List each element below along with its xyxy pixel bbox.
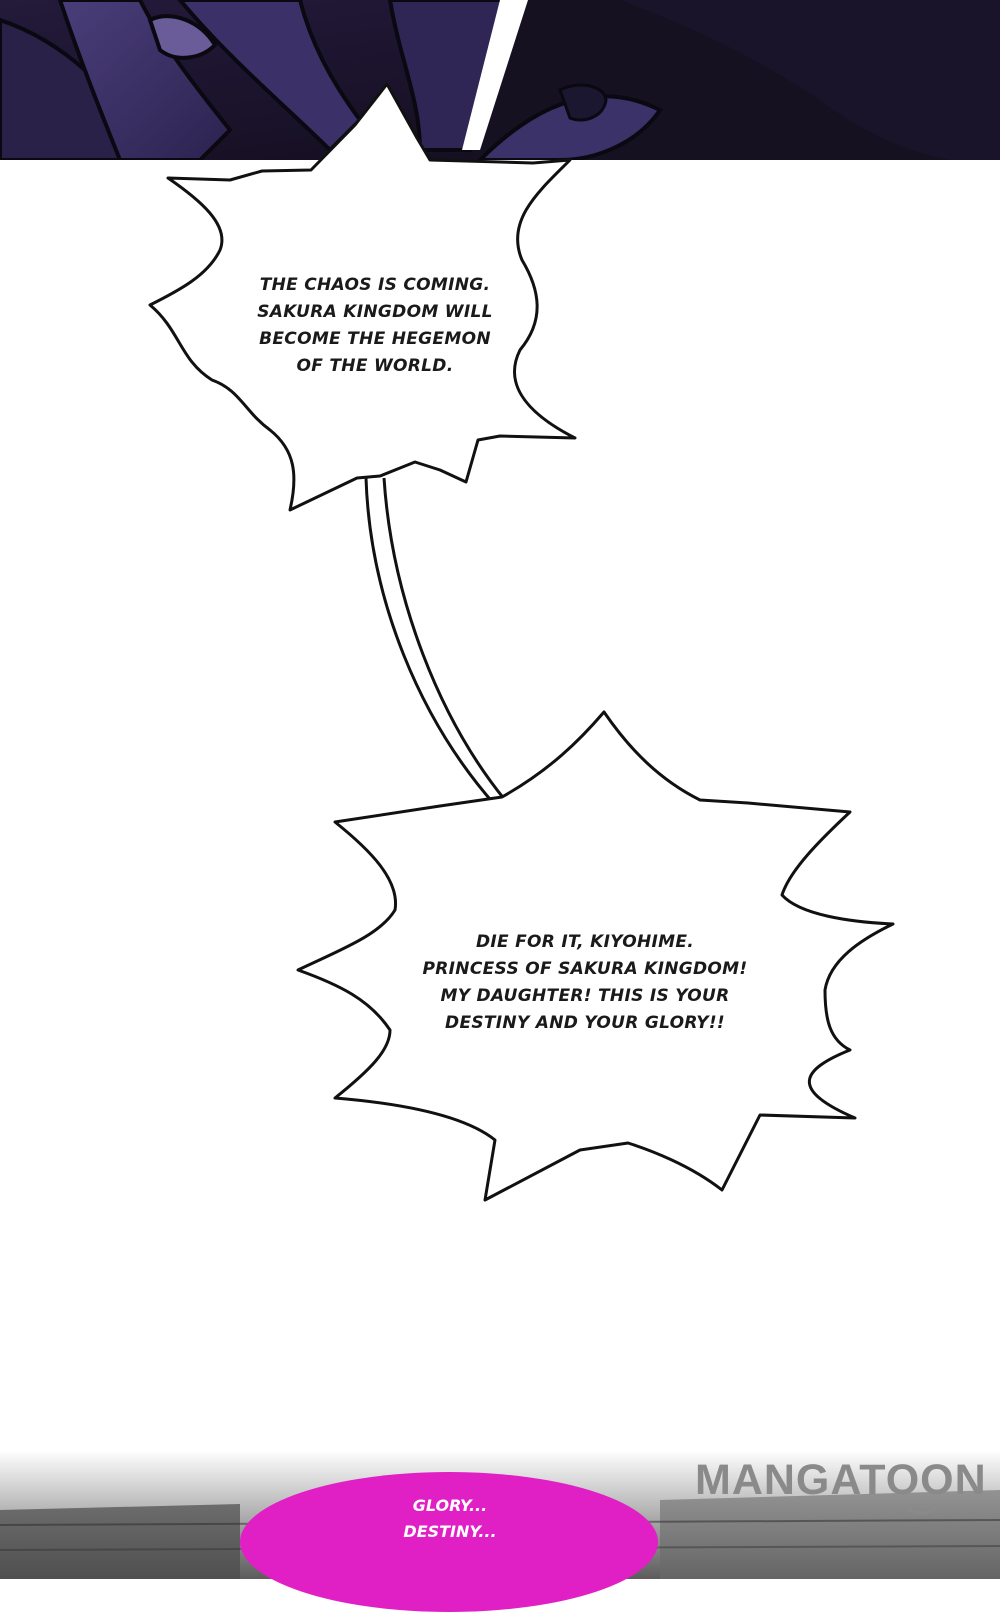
bubble-1-line: OF THE WORLD. xyxy=(296,356,454,376)
caption-line: GLORY... xyxy=(412,1496,488,1515)
bubble-1-line: SAKURA KINGDOM WILL xyxy=(257,302,493,322)
bubble-2-line: DIE FOR IT, KIYOHIME. xyxy=(475,932,695,952)
bubble-1-line: THE CHAOS IS COMING. xyxy=(259,275,491,295)
bubble-2-line: PRINCESS OF SAKURA KINGDOM! xyxy=(422,959,748,979)
caption-text xyxy=(380,1493,520,1545)
caption-line: DESTINY... xyxy=(403,1522,497,1541)
bubble-2-text xyxy=(405,929,765,1037)
bubble-1-line: BECOME THE HEGEMON xyxy=(259,329,491,349)
bubble-2-line: MY DAUGHTER! THIS IS YOUR xyxy=(440,986,730,1006)
logo-smile-icon xyxy=(903,1505,939,1517)
bubble-2-line: DESTINY AND YOUR GLORY!! xyxy=(445,1013,725,1033)
mangatoon-logo: MANGATOON xyxy=(695,1456,987,1504)
